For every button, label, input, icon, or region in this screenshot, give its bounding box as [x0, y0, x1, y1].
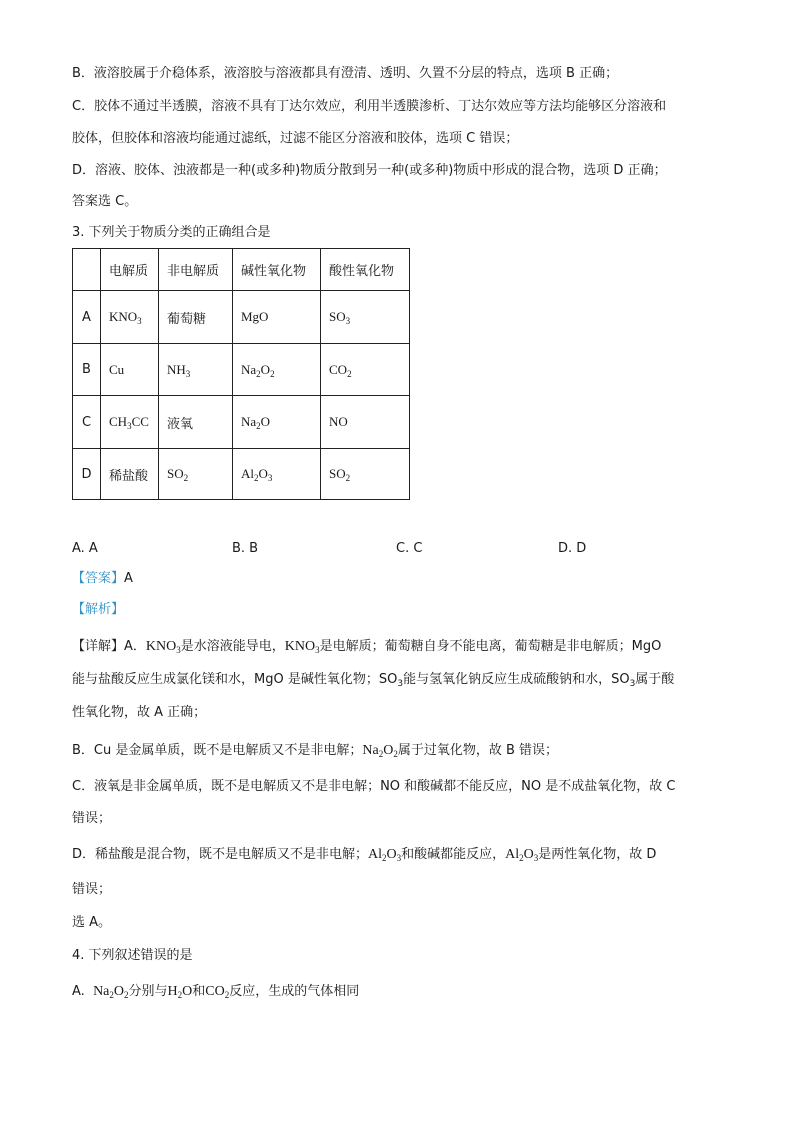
cell-acidic-oxide: NO: [321, 396, 410, 449]
cell-acidic-oxide: $CO_2$: [321, 344, 410, 396]
cell-electrolyte: $KNO_3$: [101, 291, 159, 344]
option-a: A. A: [72, 541, 98, 556]
header-electrolyte: 电解质: [101, 249, 159, 291]
cell-non-electrolyte: $NH_3$: [159, 344, 233, 396]
header-basic-oxide: 碱性氧化物: [233, 249, 321, 291]
option-c: C. C: [396, 541, 423, 556]
row-label: D: [73, 449, 101, 500]
detail-line-c1: C．液氧是非金属单质，既不是电解质又不是非电解；NO 和酸碱都不能反应，NO 是不成盐氧化物，故 C: [72, 779, 676, 794]
row-label: A: [73, 291, 101, 344]
table-row: [73, 449, 410, 500]
option-d: D. D: [558, 541, 587, 556]
header-acidic-oxide: 酸性氧化物: [321, 249, 410, 291]
question-4-stem: 4. 下列叙述错误的是: [72, 948, 193, 963]
question-4-option-a: A. $Na_2O_2$分别与$H_2O$和$CO_2$反应，生成的气体相同: [72, 984, 360, 1000]
detail-conclusion: 选 A。: [72, 915, 112, 930]
detail-line-b: B．Cu 是金属单质，既不是电解质又不是非电解；$Na_2O_2$属于过氧化物，故 B 错误；: [72, 743, 559, 759]
table-header-row: [73, 249, 410, 291]
answer-value: A: [124, 571, 133, 586]
detail-line-a1: 【详解】A．$KNO_3$是水溶液能导电，$KNO_3$是电解质；葡萄糖自身不能电离，葡萄糖是非电解质；MgO: [72, 639, 662, 655]
cell-acidic-oxide: $SO_2$: [321, 449, 410, 500]
answer-label: 【答案】: [72, 571, 125, 586]
cell-electrolyte: $CH_3CC$: [101, 396, 159, 449]
classification-table: [72, 248, 410, 500]
table-row: [73, 344, 410, 396]
option-b: B. B: [232, 541, 259, 556]
answer-line: [72, 569, 133, 589]
cell-non-electrolyte: 葡萄糖: [159, 291, 233, 344]
cell-electrolyte: Cu: [101, 344, 159, 396]
row-label: C: [73, 396, 101, 449]
cell-basic-oxide: MgO: [233, 291, 321, 344]
table-row: [73, 291, 410, 344]
detail-line-d1: D．稀盐酸是混合物，既不是电解质又不是非电解；$Al_2O_3$和酸碱都能反应，$Al_2O_3$是两性氧化物，故 D: [72, 847, 657, 863]
explanation-answer: 答案选 C。: [72, 194, 138, 209]
cell-non-electrolyte: $SO_2$: [159, 449, 233, 500]
cell-non-electrolyte: 液氧: [159, 396, 233, 449]
detail-line-a3: 性氧化物，故 A 正确；: [72, 705, 207, 720]
cell-basic-oxide: $Na_2O_2$: [233, 344, 321, 396]
explanation-line-c2: 胶体，但胶体和溶液均能通过滤纸，过滤不能区分溶液和胶体，选项 C 错误；: [72, 131, 519, 146]
detail-line-c2: 错误；: [72, 811, 112, 826]
table-corner-cell: [73, 249, 101, 291]
table-row: [73, 396, 410, 449]
explanation-line-c1: C．胶体不通过半透膜，溶液不具有丁达尔效应，利用半透膜渗析、丁达尔效应等方法均能够区分溶液和: [72, 99, 667, 114]
detail-line-d2: 错误；: [72, 882, 112, 897]
detail-label: 【详解】: [72, 639, 125, 654]
explanation-line-d: D．溶液、胶体、浊液都是一种(或多种)物质分散到另一种(或多种)物质中形成的混合物，选项 D 正确；: [72, 163, 667, 178]
cell-basic-oxide: $Na_2O$: [233, 396, 321, 449]
question-3-stem: 3. 下列关于物质分类的正确组合是: [72, 225, 271, 240]
header-non-electrolyte: 非电解质: [159, 249, 233, 291]
cell-basic-oxide: $Al_2O_3$: [233, 449, 321, 500]
cell-electrolyte: 稀盐酸: [101, 449, 159, 500]
cell-acidic-oxide: $SO_3$: [321, 291, 410, 344]
analysis-label: 【解析】: [72, 602, 125, 617]
row-label: B: [73, 344, 101, 396]
explanation-line-b: B．液溶胶属于介稳体系，液溶胶与溶液都具有澄清、透明、久置不分层的特点，选项 B 正确；: [72, 66, 619, 81]
detail-line-a2: 能与盐酸反应生成氯化镁和水，MgO 是碱性氧化物；$SO_3$能与氢氧化钠反应生成硫酸钠和水，$SO_3$属于酸: [72, 672, 675, 689]
